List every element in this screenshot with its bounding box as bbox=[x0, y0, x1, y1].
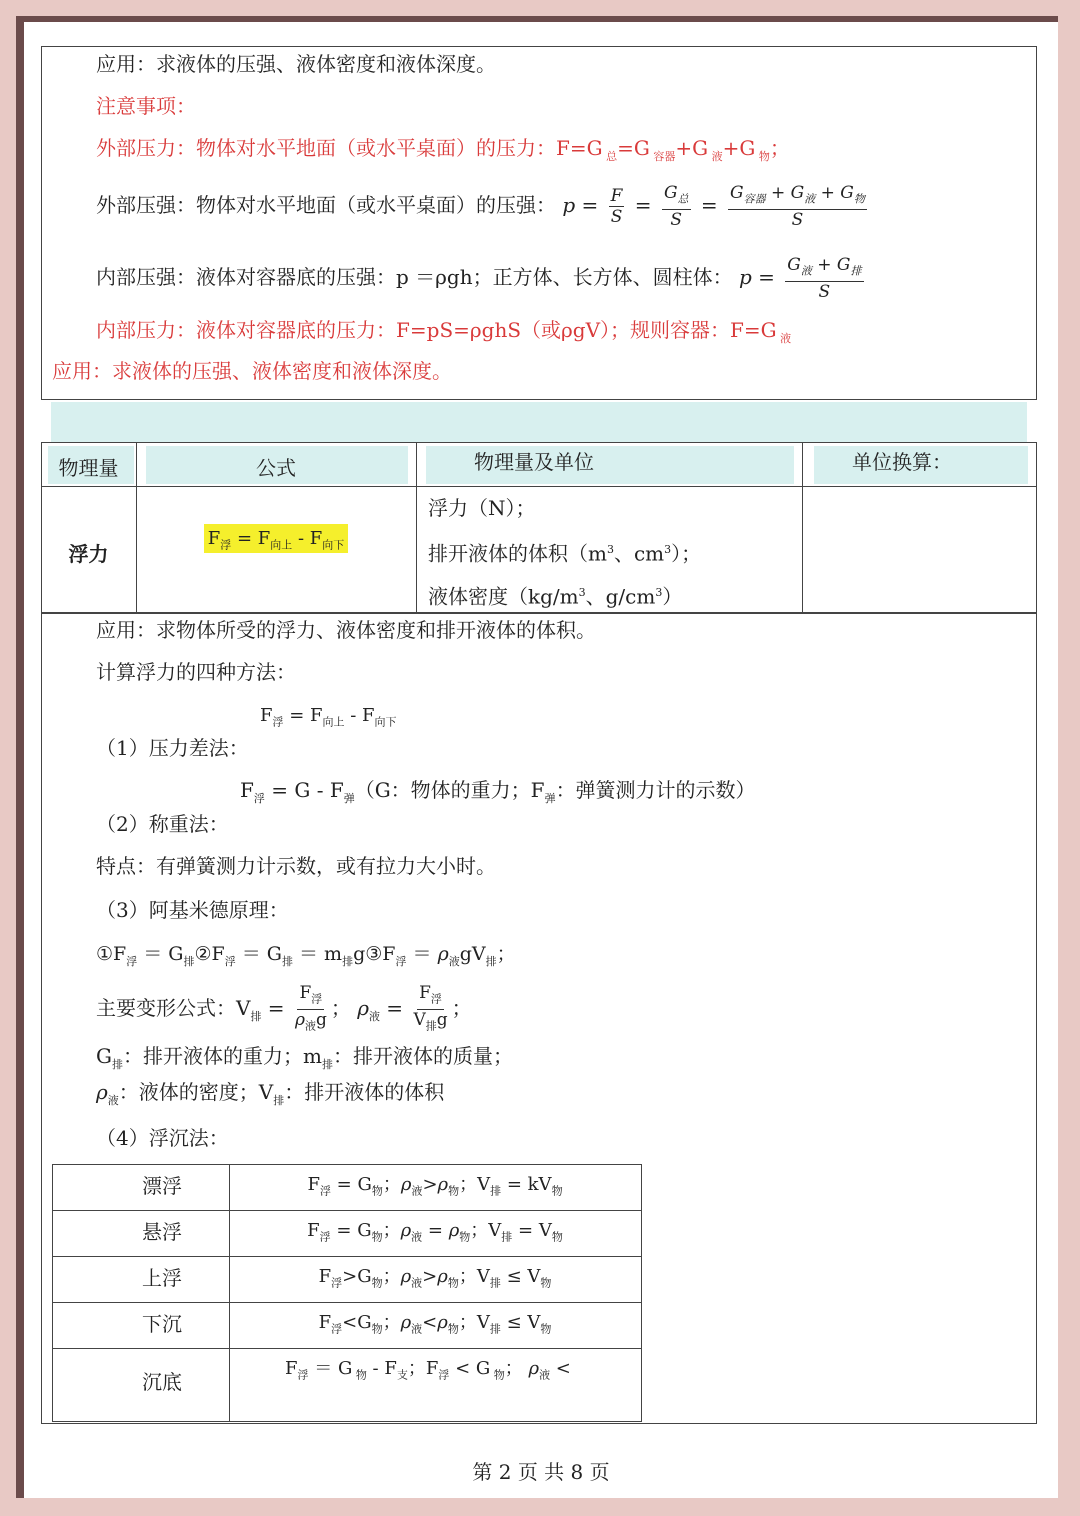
header-units: 物理量及单位 bbox=[474, 450, 594, 474]
method2-feature: 特点：有弹簧测力计示数，或有拉力大小时。 bbox=[96, 854, 496, 878]
row-name-buoyancy: 浮力 bbox=[68, 542, 109, 566]
state-suspend: 悬浮 bbox=[142, 1220, 182, 1244]
method2-formula: $F_浮 = G - F_弹(G$：物体的重力；$F_弹$：弹簧测力计的示数） bbox=[240, 778, 756, 805]
internal-force-line bbox=[96, 318, 791, 351]
fraction-f-over-s: $\frac{F}{S}$ bbox=[610, 186, 623, 227]
header-quantity: 物理量 bbox=[58, 456, 119, 480]
internal-pressure-label: 内部压强：液体对容器底的压强： bbox=[96, 265, 396, 289]
state-sink: 下沉 bbox=[142, 1312, 182, 1336]
page-footer: 第 2 页 共 8 页 bbox=[472, 1460, 610, 1484]
external-force-formula: F=G $_总$=G $_{容器}$+G $_液$+G $_物$； bbox=[556, 136, 790, 163]
external-pressure-line: 外部压强：物体对水平地面（或水平桌面）的压强： p = $\frac{F}{S}$ = $\frac{G_总}{S}$ = $\frac{G_{容器} + G_液 + G_物}{S}$ bbox=[96, 182, 865, 231]
fraction-vdisp: $\frac{F_浮}{\rho_液g}$ bbox=[294, 982, 327, 1033]
unit-volume: 排开液体的体积（$m^3$、$cm^3$）； bbox=[428, 541, 702, 566]
formula-rise: $F_浮>G_物$；$\rho_液>\rho_物$；$V_排 \le V_物$ bbox=[318, 1266, 552, 1290]
state-rise: 上浮 bbox=[142, 1266, 182, 1290]
header-formula: 公式 bbox=[256, 456, 296, 480]
unit-buoyancy: 浮力（N）； bbox=[428, 496, 536, 520]
method3-note1: $G_排$：排开液体的重力；$m_排$：排开液体的质量； bbox=[96, 1044, 513, 1071]
buoyancy-app-line: 应用：求物体所受的浮力、液体密度和排开液体的体积。 bbox=[96, 618, 596, 642]
deform-label: 主要变形公式： bbox=[96, 996, 236, 1020]
method2-title: （2）称重法： bbox=[96, 812, 229, 836]
formula-sink: $F_浮<G_物$；$\rho_液<\rho_物$；$V_排 \le V_物$ bbox=[318, 1312, 552, 1336]
method1-formula: $F_浮 = F_{向上} - F_{向下}$ bbox=[260, 705, 397, 729]
fraction-gsum-over-s: $\frac{G_{容器} + G_液 + G_物}{S}$ bbox=[730, 182, 865, 231]
app-line-2: 应用：求液体的压强、液体密度和液体深度。 bbox=[52, 359, 452, 383]
notes-title: 注意事项： bbox=[96, 94, 196, 118]
method3-formula: $①F_浮$ ＝ $G_排②F_浮 = G_排$ ＝ $m_排g③F_浮 = \rho_液gV_排$； bbox=[96, 943, 516, 968]
methods-title: 计算浮力的四种方法： bbox=[96, 660, 296, 684]
internal-pressure-extra: 正方体、长方体、圆柱体： bbox=[492, 265, 733, 289]
method4-title: （4）浮沉法： bbox=[96, 1126, 229, 1150]
method3-title: （3）阿基米德原理： bbox=[96, 898, 289, 922]
external-force-label: 外部压力：物体对水平地面（或水平桌面）的压力： bbox=[96, 136, 556, 160]
internal-pressure-line: 内部压强：液体对容器底的压强：p ＝ρgh；正方体、长方体、圆柱体： p = $\frac{G_液 + G_排}{S}$ bbox=[96, 254, 862, 303]
state-float: 漂浮 bbox=[142, 1174, 182, 1198]
method1-title: （1）压力差法： bbox=[96, 736, 249, 760]
formula-float: $F_浮 = G_物$；$\rho_液>\rho_物$；$V_排 = kV_物$ bbox=[307, 1174, 563, 1198]
fraction-gtotal-over-s: $\frac{G_总}{S}$ bbox=[663, 182, 689, 231]
state-bottom: 沉底 bbox=[142, 1370, 182, 1394]
fraction-rho: $\frac{F_浮}{V_排g}$ bbox=[413, 982, 448, 1033]
method3-note2: $\rho_液$：液体的密度；$V_排$：排开液体的体积 bbox=[96, 1080, 445, 1107]
document-page bbox=[24, 22, 1058, 1498]
app-line: 应用：求液体的压强、液体密度和液体深度。 bbox=[96, 52, 496, 76]
unit-density: 液体密度（$kg/m^3$、$g/cm^3$） bbox=[428, 584, 683, 609]
fraction-gliquid-over-s: $\frac{G_液 + G_排}{S}$ bbox=[787, 254, 862, 303]
section-band bbox=[51, 402, 1027, 442]
internal-force-label: 内部压力：液体对容器底的压力： bbox=[96, 318, 396, 342]
formula-suspend: $F_浮 = G_物$；$\rho_液 = \rho_物$；$V_排 = V_物$ bbox=[307, 1220, 563, 1244]
external-pressure-label: 外部压强：物体对水平地面（或水平桌面）的压强： bbox=[96, 193, 556, 217]
external-force-line bbox=[96, 136, 790, 169]
row-formula-buoyancy: $F_浮 = F_{向上} - F_{向下}$ bbox=[136, 528, 416, 553]
internal-pressure-formula: p ＝ρgh； bbox=[396, 265, 493, 289]
formula-bottom: $F_浮 = G$ $_物 - F_支$；$F_浮 < G$ $_物$； $\rho_液$ < bbox=[285, 1358, 571, 1382]
header-conversion: 单位换算： bbox=[852, 450, 952, 474]
method3-deform: 主要变形公式：$V_排$ = $\frac{F_浮}{\rho_液g}$ ； $\rho_液$ = $\frac{F_浮}{V_排g}$ ； bbox=[96, 978, 472, 1047]
internal-force-formula: F=pS=ρghS（或ρgV）；规则容器：F=G $_液$ bbox=[396, 318, 792, 345]
